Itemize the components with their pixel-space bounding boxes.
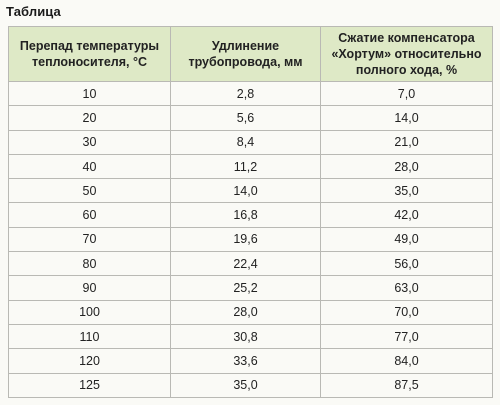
table-caption: Таблица — [6, 4, 61, 19]
cell-pipe-elongation: 30,8 — [171, 324, 321, 348]
cell-temperature-difference: 80 — [9, 252, 171, 276]
header-temperature-difference: Перепад температуры теплоносителя, °С — [9, 27, 171, 82]
cell-compensator-compression: 28,0 — [321, 154, 493, 178]
cell-temperature-difference: 110 — [9, 324, 171, 348]
cell-temperature-difference: 40 — [9, 154, 171, 178]
cell-compensator-compression: 42,0 — [321, 203, 493, 227]
cell-compensator-compression: 84,0 — [321, 349, 493, 373]
cell-temperature-difference: 120 — [9, 349, 171, 373]
cell-compensator-compression: 35,0 — [321, 179, 493, 203]
cell-compensator-compression: 21,0 — [321, 130, 493, 154]
cell-temperature-difference: 100 — [9, 300, 171, 324]
table-row — [9, 300, 493, 324]
table-row — [9, 179, 493, 203]
cell-pipe-elongation: 14,0 — [171, 179, 321, 203]
cell-temperature-difference: 90 — [9, 276, 171, 300]
cell-compensator-compression: 56,0 — [321, 252, 493, 276]
cell-compensator-compression: 14,0 — [321, 106, 493, 130]
cell-pipe-elongation: 33,6 — [171, 349, 321, 373]
table-row — [9, 227, 493, 251]
table-row — [9, 82, 493, 106]
cell-compensator-compression: 7,0 — [321, 82, 493, 106]
cell-pipe-elongation: 35,0 — [171, 373, 321, 397]
table-row — [9, 252, 493, 276]
cell-temperature-difference: 125 — [9, 373, 171, 397]
cell-pipe-elongation: 2,8 — [171, 82, 321, 106]
cell-pipe-elongation: 5,6 — [171, 106, 321, 130]
table-row — [9, 324, 493, 348]
cell-pipe-elongation: 25,2 — [171, 276, 321, 300]
table-header-row — [9, 27, 493, 82]
cell-temperature-difference: 10 — [9, 82, 171, 106]
data-table — [8, 26, 493, 398]
cell-temperature-difference: 50 — [9, 179, 171, 203]
cell-pipe-elongation: 19,6 — [171, 227, 321, 251]
table-row — [9, 276, 493, 300]
table-row — [9, 130, 493, 154]
cell-compensator-compression: 87,5 — [321, 373, 493, 397]
cell-temperature-difference: 70 — [9, 227, 171, 251]
table-row — [9, 203, 493, 227]
cell-compensator-compression: 70,0 — [321, 300, 493, 324]
cell-temperature-difference: 20 — [9, 106, 171, 130]
cell-pipe-elongation: 8,4 — [171, 130, 321, 154]
table-row — [9, 154, 493, 178]
cell-pipe-elongation: 22,4 — [171, 252, 321, 276]
cell-compensator-compression: 63,0 — [321, 276, 493, 300]
table-row — [9, 349, 493, 373]
cell-pipe-elongation: 11,2 — [171, 154, 321, 178]
cell-compensator-compression: 77,0 — [321, 324, 493, 348]
cell-pipe-elongation: 16,8 — [171, 203, 321, 227]
cell-compensator-compression: 49,0 — [321, 227, 493, 251]
cell-temperature-difference: 60 — [9, 203, 171, 227]
cell-pipe-elongation: 28,0 — [171, 300, 321, 324]
table-row — [9, 106, 493, 130]
header-pipe-elongation: Удлинение трубопровода, мм — [171, 27, 321, 82]
table-row — [9, 373, 493, 397]
header-compensator-compression: Сжатие компенсатора «Хортум» относительно полного хода, % — [321, 27, 493, 82]
cell-temperature-difference: 30 — [9, 130, 171, 154]
